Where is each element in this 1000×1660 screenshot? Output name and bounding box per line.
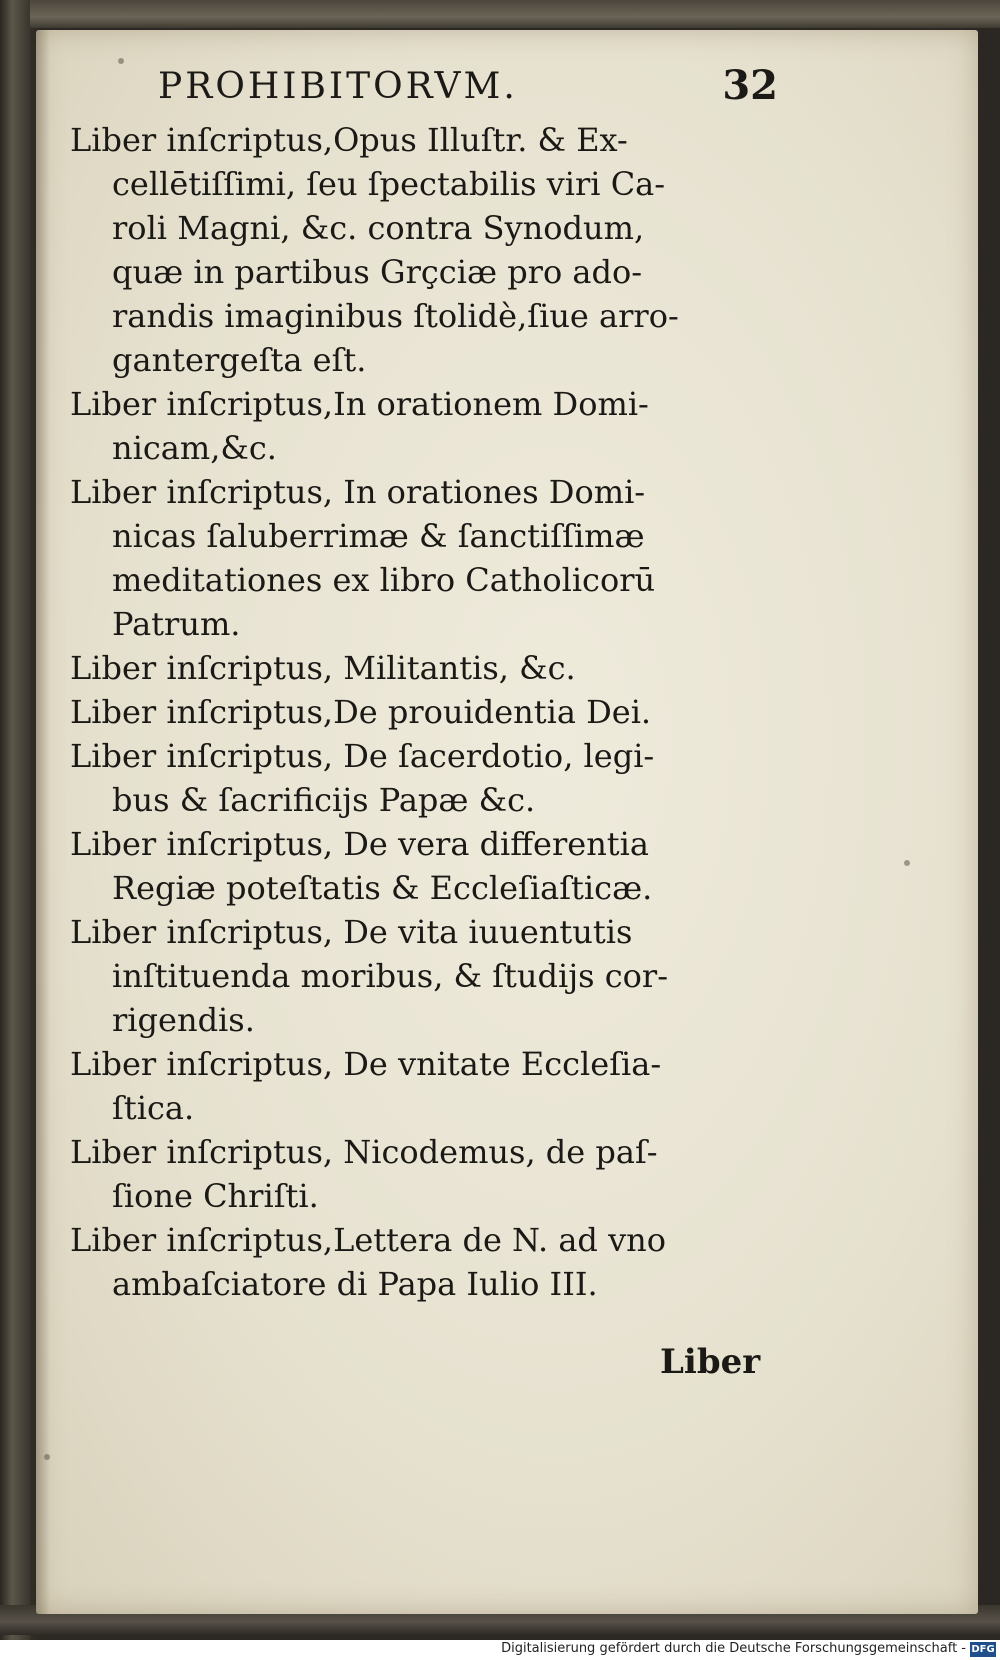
entry-line: gantergeſta eſt. [112, 341, 367, 379]
list-item [70, 690, 770, 734]
ink-speck [904, 860, 910, 866]
entry-line: Liber inſcriptus, De ſacerdotio, legi- [70, 737, 655, 775]
entry-line: nicam,&c. [112, 429, 277, 467]
list-item [70, 382, 770, 470]
entry-line: quæ in partibus Grçciæ pro ado- [112, 253, 643, 291]
list-item [70, 1130, 770, 1218]
page-header [158, 60, 778, 116]
entry-line: Liber inſcriptus, Nicodemus, de paſ- [70, 1133, 658, 1171]
entry-line: rigendis. [112, 1001, 255, 1039]
funding-credit: Digitalisierung gefördert durch die Deutsche Forschungsgemeinschaft - [501, 1641, 966, 1656]
entry-line: Liber inſcriptus, De vera differentia [70, 825, 649, 863]
spine-edge [0, 0, 30, 1660]
entry-line: bus & ſacrificijs Papæ &c. [112, 781, 536, 819]
entry-list [70, 118, 770, 1306]
entry-line: ſione Chriſti. [112, 1177, 319, 1215]
entry-line: Patrum. [112, 605, 241, 643]
entry-line: cellētiſſimi, ſeu ſpectabilis viri Ca- [112, 165, 666, 203]
entry-line: ambaſciatore di Papa Iulio III. [112, 1265, 598, 1303]
entry-line: Liber inſcriptus,Lettera de N. ad vno [70, 1221, 667, 1259]
list-item [70, 118, 770, 382]
entry-line: nicas ſaluberrimæ & ſanctiſſimæ [112, 517, 645, 555]
entry-line: Liber inſcriptus, De vita iuuentutis [70, 913, 633, 951]
entry-line: Liber inſcriptus, De vnitate Eccleſia- [70, 1045, 662, 1083]
entry-line: ſtica. [112, 1089, 195, 1127]
ink-speck [118, 58, 124, 64]
entry-line: randis imaginibus ſtolidè,ſiue arro- [112, 297, 679, 335]
list-item [70, 470, 770, 646]
entry-line: Liber inſcriptus,In orationem Domi- [70, 385, 649, 423]
entry-line: roli Magni, &c. contra Synodum, [112, 209, 645, 247]
list-item [70, 910, 770, 1042]
entry-line: Liber inſcriptus,Opus Illuſtr. & Ex- [70, 121, 628, 159]
top-binding-edge [0, 0, 1000, 28]
list-item [70, 822, 770, 910]
folio-number: 32 [722, 62, 778, 109]
page-fold-shadow [36, 30, 50, 1614]
list-item [70, 1218, 770, 1306]
entry-line: Liber inſcriptus, Militantis, &c. [70, 649, 576, 687]
entry-line: Liber inſcriptus, In orationes Domi- [70, 473, 646, 511]
entry-line: Liber inſcriptus,De prouidentia Dei. [70, 693, 652, 731]
entry-line: Regiæ poteſtatis & Eccleſiaſticæ. [112, 869, 653, 907]
ink-speck [44, 1454, 50, 1460]
running-title: PROHIBITORVM. [158, 66, 518, 107]
digitization-footer [0, 1640, 1000, 1660]
catchword: Liber [660, 1342, 761, 1382]
list-item [70, 646, 770, 690]
entry-line: inſtituenda moribus, & ſtudijs cor- [112, 957, 669, 995]
list-item [70, 1042, 770, 1130]
dfg-logo-icon: DFG [971, 1644, 995, 1655]
list-item [70, 734, 770, 822]
entry-line: meditationes ex libro Catholicorū [112, 561, 656, 599]
